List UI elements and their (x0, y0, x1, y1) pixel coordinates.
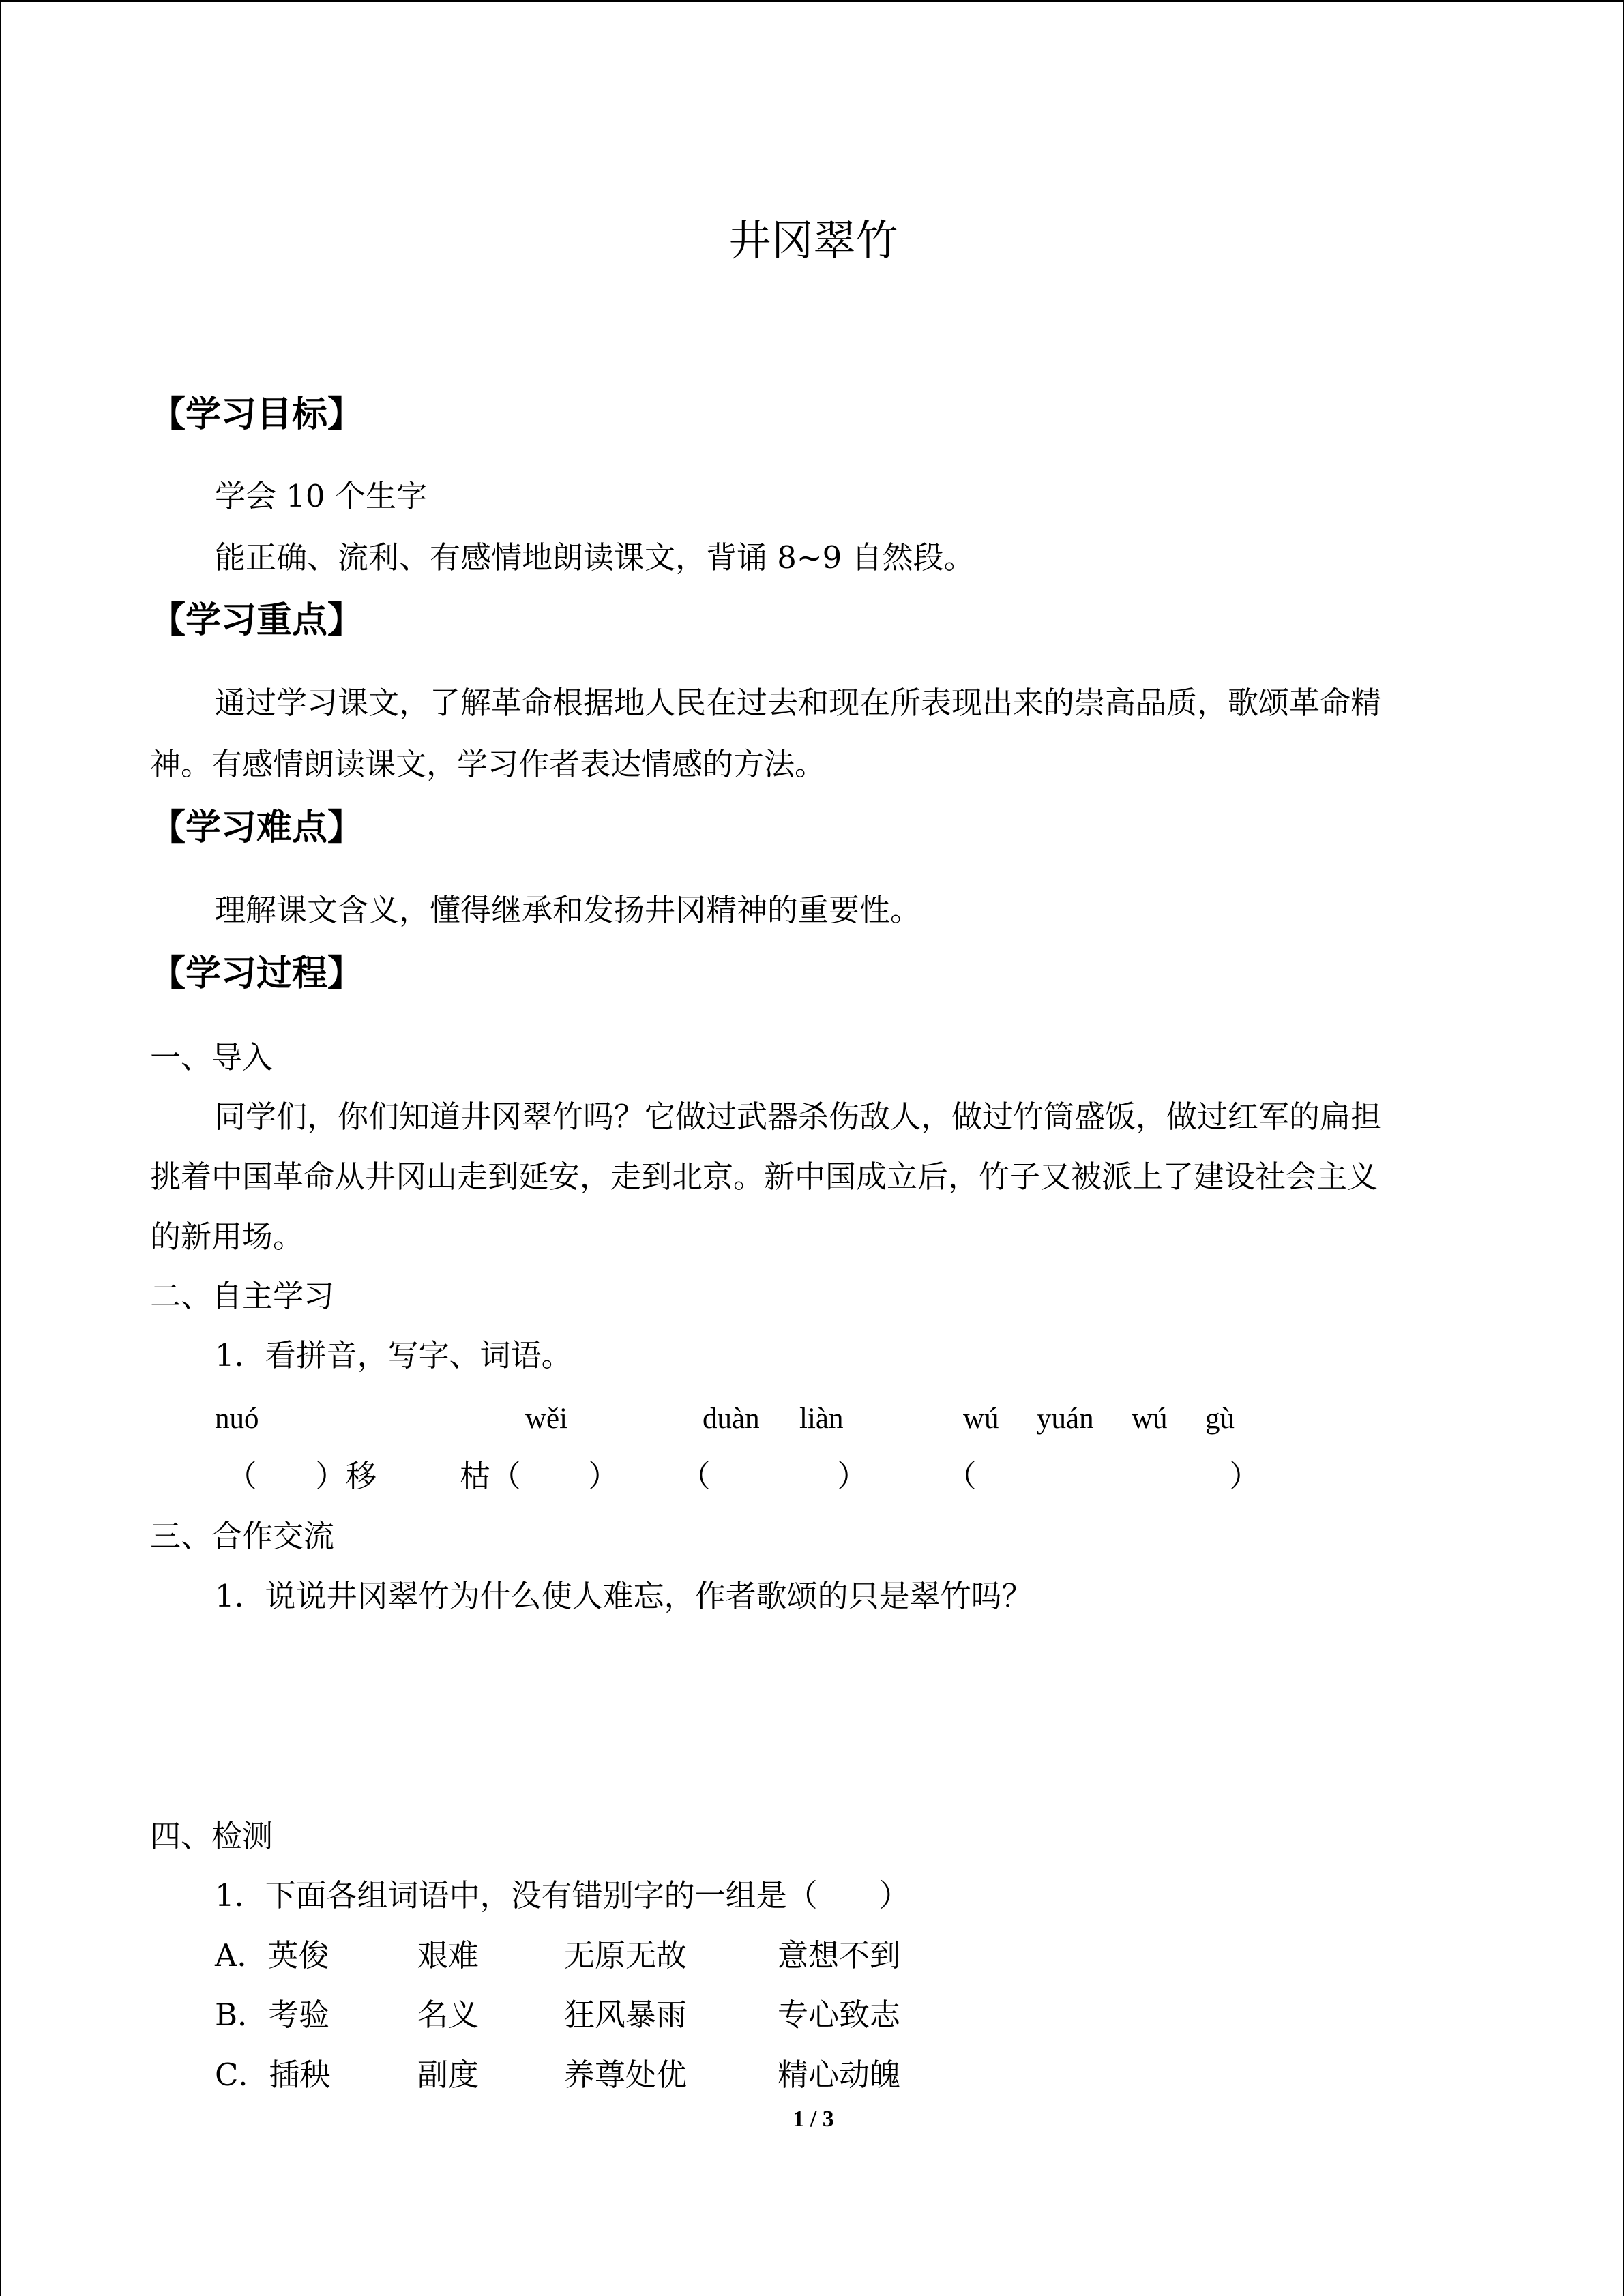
self-study-question: 1．看拼音，写字、词语。 (215, 1337, 572, 1373)
answer-blank: 枯（ (460, 1458, 522, 1494)
answer-blank: （ (680, 1458, 711, 1494)
pinyin-syllable: duàn (703, 1403, 760, 1435)
option-word: 无原无故 (564, 1937, 688, 1973)
intro-title: 一、导入 (150, 1039, 274, 1075)
answer-blank: ）移 (315, 1458, 377, 1494)
pinyin-syllable: yuán (1037, 1403, 1094, 1435)
pinyin-syllable: wú (963, 1403, 999, 1435)
cooperation-title: 三、合作交流 (150, 1518, 335, 1554)
focus-line: 神。有感情朗读课文，学习作者表达情感的方法。 (150, 746, 826, 782)
option-word: 意想不到 (778, 1937, 901, 1973)
option-word: 专心致志 (778, 1997, 901, 2033)
option-word: 副度 (417, 2057, 479, 2093)
answer-blank: （ (946, 1458, 977, 1494)
option-label: B．考验 (215, 1997, 330, 2033)
goals-line: 学会 10 个生字 (215, 478, 427, 514)
test-question: 1．下面各组词语中，没有错别字的一组是（ ） (215, 1877, 910, 1913)
answer-blank: ） (837, 1458, 868, 1494)
intro-line: 同学们，你们知道井冈翠竹吗？它做过武器杀伤敌人，做过竹筒盛饭，做过红军的扁担 (215, 1099, 1382, 1135)
focus-line: 通过学习课文，了解革命根据地人民在过去和现在所表现出来的崇高品质，歌颂革命精 (215, 685, 1382, 721)
intro-line: 挑着中国革命从井冈山走到延安，走到北京。新中国成立后，竹子又被派上了建设社会主义 (150, 1159, 1378, 1195)
option-word: 名义 (417, 1997, 479, 2033)
page-number: 1 / 3 (793, 2106, 834, 2132)
pinyin-syllable: wěi (525, 1403, 568, 1435)
test-title: 四、检测 (150, 1818, 274, 1854)
pinyin-syllable: liàn (799, 1403, 844, 1435)
goals-line: 能正确、流利、有感情地朗读课文，背诵 8~9 自然段。 (215, 539, 975, 576)
answer-blank: ） (588, 1458, 619, 1494)
answer-blank: ） (1229, 1458, 1260, 1494)
option-label: A．英俊 (215, 1937, 329, 1973)
process-heading: 【学习过程】 (150, 953, 364, 994)
goals-heading: 【学习目标】 (150, 394, 364, 435)
cooperation-question: 1．说说井冈翠竹为什么使人难忘，作者歌颂的只是翠竹吗？ (215, 1578, 1033, 1614)
pinyin-syllable: nuó (215, 1403, 259, 1435)
option-word: 艰难 (417, 1937, 479, 1973)
difficulty-heading: 【学习难点】 (150, 807, 364, 848)
intro-line: 的新用场。 (150, 1219, 304, 1255)
document-title: 井冈翠竹 (728, 215, 898, 265)
option-label: C．插秧 (215, 2057, 331, 2093)
pinyin-syllable: gù (1205, 1403, 1235, 1435)
self-study-title: 二、自主学习 (150, 1278, 335, 1314)
option-word: 养尊处优 (564, 2057, 688, 2093)
pinyin-syllable: wú (1132, 1403, 1168, 1435)
option-word: 狂风暴雨 (564, 1997, 688, 2033)
answer-blank: （ (226, 1458, 258, 1494)
focus-heading: 【学习重点】 (150, 600, 364, 641)
option-word: 精心动魄 (778, 2057, 901, 2093)
difficulty-line: 理解课文含义，懂得继承和发扬井冈精神的重要性。 (215, 892, 921, 928)
